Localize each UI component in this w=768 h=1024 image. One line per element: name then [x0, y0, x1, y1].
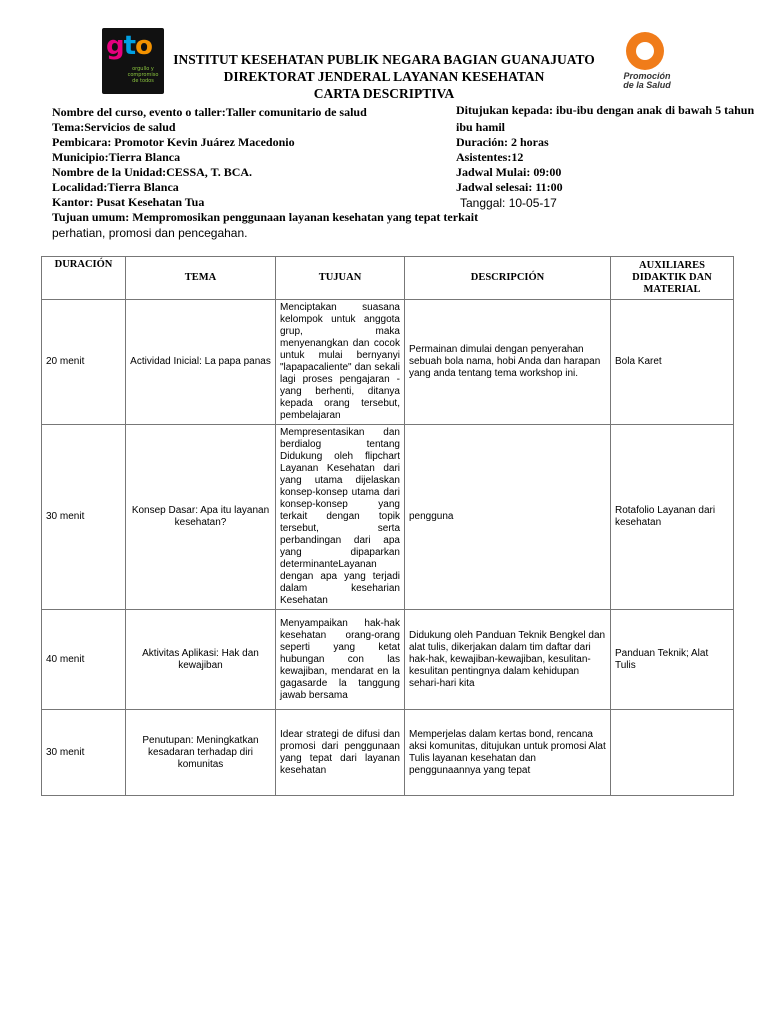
- row-duration: 20 menit: [42, 300, 126, 425]
- row-topic: Konsep Dasar: Apa itu layanan kesehatan?: [126, 425, 276, 610]
- row-objective: Menciptakan suasana kelompok untuk anggota grup, maka menyenangkan dan cocok untuk mulai bernyanyi "lapapacaliente" dan sekali lagi proses pengajaran - yang berhenti, ditanya kepada orang tersebut, pembelajaran: [276, 300, 405, 425]
- row-duration: 30 menit: [42, 425, 126, 610]
- row-description: Didukung oleh Panduan Teknik Bengkel dan alat tulis, dikerjakan dalam tim daftar dari hak-hak, kewajiban-kewajiban, kesulitan-kesulitan pentingnya dalam kehidupan sehari-hari kita: [405, 610, 611, 710]
- row-description: Memperjelas dalam kertas bond, rencana aksi komunitas, ditujukan untuk promosi Alat Tulis layanan kesehatan dan penggunaannya yang tepat: [405, 710, 611, 796]
- row-objective: Idear strategi de difusi dan promosi dari penggunaan yang tepat dari layanan kesehatan: [276, 710, 405, 796]
- header-line1: INSTITUT KESEHATAN PUBLIK NEGARA BAGIAN GUANAJUATO: [173, 52, 595, 67]
- row-topic: Aktivitas Aplikasi: Hak dan kewajiban: [126, 610, 276, 710]
- info-locality: Localidad:Tierra Blanca: [52, 180, 179, 194]
- info-start-time: Jadwal Mulai: 09:00: [456, 165, 562, 179]
- info-speaker: Pembicara: Promotor Kevin Juárez Macedonio: [52, 135, 295, 149]
- info-course-name: Nombre del curso, evento o taller:Taller comunitario de salud: [52, 105, 367, 119]
- info-municipality: Municipio:Tierra Blanca: [52, 150, 181, 164]
- header-description: DESCRIPCIÓN: [405, 257, 611, 300]
- info-attendees: Asistentes:12: [456, 150, 524, 164]
- info-unit-name: Nombre de la Unidad:CESSA, T. BCA.: [52, 165, 253, 179]
- info-target-audience-cont: ibu hamil: [456, 120, 506, 134]
- header-line3: CARTA DESCRIPTIVA: [313, 86, 455, 101]
- info-topic: Tema:Servicios de salud: [52, 120, 176, 134]
- table-row: [42, 300, 734, 425]
- logo-text-line1: Promoción: [623, 71, 671, 81]
- row-duration: 30 menit: [42, 710, 126, 796]
- logo-letter-o: o: [135, 31, 152, 61]
- table-row: [42, 610, 734, 710]
- logo-letter-g: g: [106, 31, 124, 61]
- row-duration: 40 menit: [42, 610, 126, 710]
- row-material: Panduan Teknik; Alat Tulis: [611, 610, 734, 710]
- logo-tagline: orgullo y compromiso de todos: [127, 66, 159, 84]
- info-target-audience: Ditujukan kepada: ibu-ibu dengan anak di bawah 5 tahun: [456, 103, 755, 117]
- row-topic: Actividad Inicial: La papa panas: [126, 300, 276, 425]
- table-header-row: [42, 257, 734, 300]
- info-general-objective-cont: perhatian, promosi dan pencegahan.: [52, 226, 248, 240]
- table-row: [42, 425, 734, 610]
- row-description: pengguna: [405, 425, 611, 610]
- row-description: Permainan dimulai dengan penyerahan sebuah bola nama, hobi Anda dan harapan yang anda tentang tema workshop ini.: [405, 300, 611, 425]
- row-material: [611, 710, 734, 796]
- row-objective: Mempresentasikan dan berdialog tentang Didukung oleh flipchart Layanan Kesehatan dari yang utama dijelaskan konsep-konsep utama dari konsep-konsep yang terkait dengan topik tersebut, serta perbandingan dari apa yang dipaparkan determinanteLayanan dengan apa yang terjadi dalam keseharian Kesehatan: [276, 425, 405, 610]
- header-topic: TEMA: [126, 257, 276, 300]
- descriptive-chart-table: [41, 256, 734, 796]
- row-material: Bola Karet: [611, 300, 734, 425]
- header-material: AUXILIARES DIDAKTIK DAN MATERIAL: [611, 257, 734, 300]
- logo-letter-t: t: [123, 31, 136, 61]
- info-date: Tanggal: 10-05-17: [460, 196, 557, 210]
- header-duration: DURACIÓN: [42, 257, 126, 300]
- header-objective: TUJUAN: [276, 257, 405, 300]
- info-duration: Duración: 2 horas: [456, 135, 549, 149]
- info-general-objective: Tujuan umum: Mempromosikan penggunaan layanan kesehatan yang tepat terkait: [52, 210, 479, 224]
- row-objective: Menyampaikan hak-hak kesehatan orang-orang seperti yang ketat hubungan con las kewajiban, mendarat en la gagasarde la tanggung jawab bersama: [276, 610, 405, 710]
- logo-text-line2: de la Salud: [623, 80, 671, 90]
- header-line2: DIREKTORAT JENDERAL LAYANAN KESEHATAN: [223, 69, 545, 84]
- info-end-time: Jadwal selesai: 11:00: [456, 180, 563, 194]
- table-row: [42, 710, 734, 796]
- row-material: Rotafolio Layanan dari kesehatan: [611, 425, 734, 610]
- row-topic: Penutupan: Meningkatkan kesadaran terhadap diri komunitas: [126, 710, 276, 796]
- info-office: Kantor: Pusat Kesehatan Tua: [52, 195, 205, 209]
